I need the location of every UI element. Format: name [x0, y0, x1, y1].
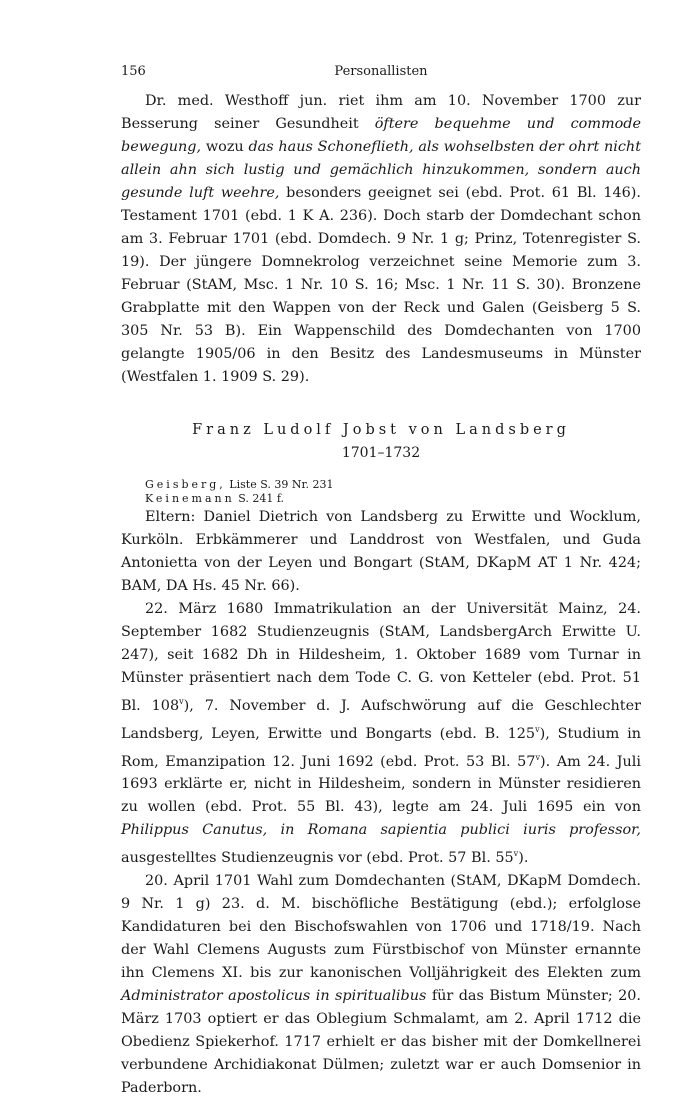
entry-years: 1701–1732 — [341, 445, 421, 461]
quote-italic: Philippus Canutus, in Romana sapientia publici iuris professor, — [121, 822, 641, 839]
superscript: v — [179, 697, 184, 706]
superscript: v — [535, 724, 540, 734]
text-run: wozu — [201, 139, 249, 155]
text-run: ), 7. November d. J. Aufschwörung auf die Geschlechter Landsberg, Leyen, Erwitte und Bongarts (ebd. B. 125 — [121, 697, 641, 742]
reference-author: Geisberg, — [145, 478, 226, 491]
quote-italic: Administrator apostolicus in spiritualibus — [121, 988, 427, 1005]
reference-item — [145, 478, 641, 492]
text-run: 22. März 1680 Immatrikulation an der Universität Mainz, 24. September 1682 Studienzeugnis (StAM, LandsbergArch Erwitte U. 247), seit 1682 Dh in Hildesheim, 1. Oktober 1689 vom Turnar in Münster präsentiert nach dem Tode C. G. von Ketteler (ebd. Prot. 51 Bl. 108 — [121, 601, 641, 714]
superscript: v — [513, 849, 519, 859]
paragraph-parents: Eltern: Daniel Dietrich von Landsberg zu Erwitte und Wocklum, Kurköln. Erbkämmerer und Landdrost von Westfalen, und Guda Antonietta von der Leyen und Bongart (StAM, DKapM AT 1 Nr. 424; BAM, DA Hs. 45 Nr. 66). — [121, 509, 641, 594]
page-number: 156 — [121, 64, 146, 79]
paragraph-career — [121, 598, 641, 870]
reference-detail: Liste S. 39 Nr. 231 — [225, 478, 334, 491]
page-header — [121, 64, 641, 84]
text-run: besonders geeignet sei (ebd. Prot. 61 Bl. 146). Testament 1701 (ebd. 1 K A. 236). Doch starb der Domdechant schon am 3. Februar 1701 (ebd. Domdech. 9 Nr. 1 g; Prinz, Totenregister S. 19). Der jüngere Domnekrolog verzeichnet seine Memorie zum 3. Februar (StAM, Msc. 1 Nr. 10 S. 16; Msc. 1 Nr. 11 S. 30). Bronzene Grabplatte mit den Wappen von der Reck und Galen (Geisberg 5 S. 305 Nr. 53 B). Ein Wappenschild des Domdechanten von 1700 gelangte 1905/06 in den Besitz des Landesmuseums in Münster (Westfalen 1. 1909 S. 29). — [121, 185, 641, 385]
running-head: Personallisten — [334, 64, 428, 79]
reference-author: Keinemann — [145, 492, 235, 505]
quote-italic: öftere bequehme und commode bewegung, — [121, 116, 641, 155]
paragraph-westhoff — [121, 90, 641, 389]
quote-italic: das haus Schoneflieth, als wohselbsten der ohrt nicht allein ahn sich lustig und gemächlich hinzukommen, sondern auch gesunde luft weehre, — [121, 139, 641, 201]
superscript: v — [535, 752, 540, 762]
text-run: ), Studium in Rom, Emanzipation 12. Juni 1692 (ebd. Prot. 53 Bl. 57 — [121, 725, 641, 770]
text-run: ). Am 24. Juli 1693 erklärte er, nicht in Hildesheim, sondern in Münster residieren zu wollen (ebd. Prot. 55 Bl. 43), legte am 24. Juli 1695 ein von — [121, 753, 642, 816]
text-run: für das Bistum Münster; 20. März 1703 optiert er das Oblegium Schmalamt, am 2. April 1712 die Obedienz Spiekerhof. 1717 erhielt er das bisher mit der Domkellnerei verbundene Archidiakonat Dülmen; zuletzt war er auch Domsenior in Paderborn. — [121, 988, 641, 1097]
paragraph-election — [121, 870, 641, 1100]
reference-detail: S. 241 f. — [234, 492, 285, 505]
text-run: Dr. med. Westhoff jun. riet ihm am 10. November 1700 zur Besserung seiner Gesundheit — [121, 93, 641, 132]
text-run: ). — [518, 850, 529, 867]
reference-item — [145, 492, 641, 506]
text-run: ausgestelltes Studienzeugnis vor (ebd. Prot. 57 Bl. 55 — [121, 850, 514, 867]
text-run: 20. April 1701 Wahl zum Domdechanten (StAM, DKapM Domdech. 9 Nr. 1 g) 23. d. M. bischöfliche Bestätigung (ebd.); erfolglose Kandidaturen bei den Bischofswahlen von 1706 und 1718/19. Nach der Wahl Clemens Augusts zum Fürstbischof von Münster ernannte ihn Clemens XI. bis zur kanonischen Volljährigkeit des Elekten zum — [121, 873, 641, 982]
body-text — [121, 90, 641, 1100]
entry-title: Franz Ludolf Jobst von Landsberg — [192, 422, 570, 438]
reference-list — [121, 478, 641, 506]
